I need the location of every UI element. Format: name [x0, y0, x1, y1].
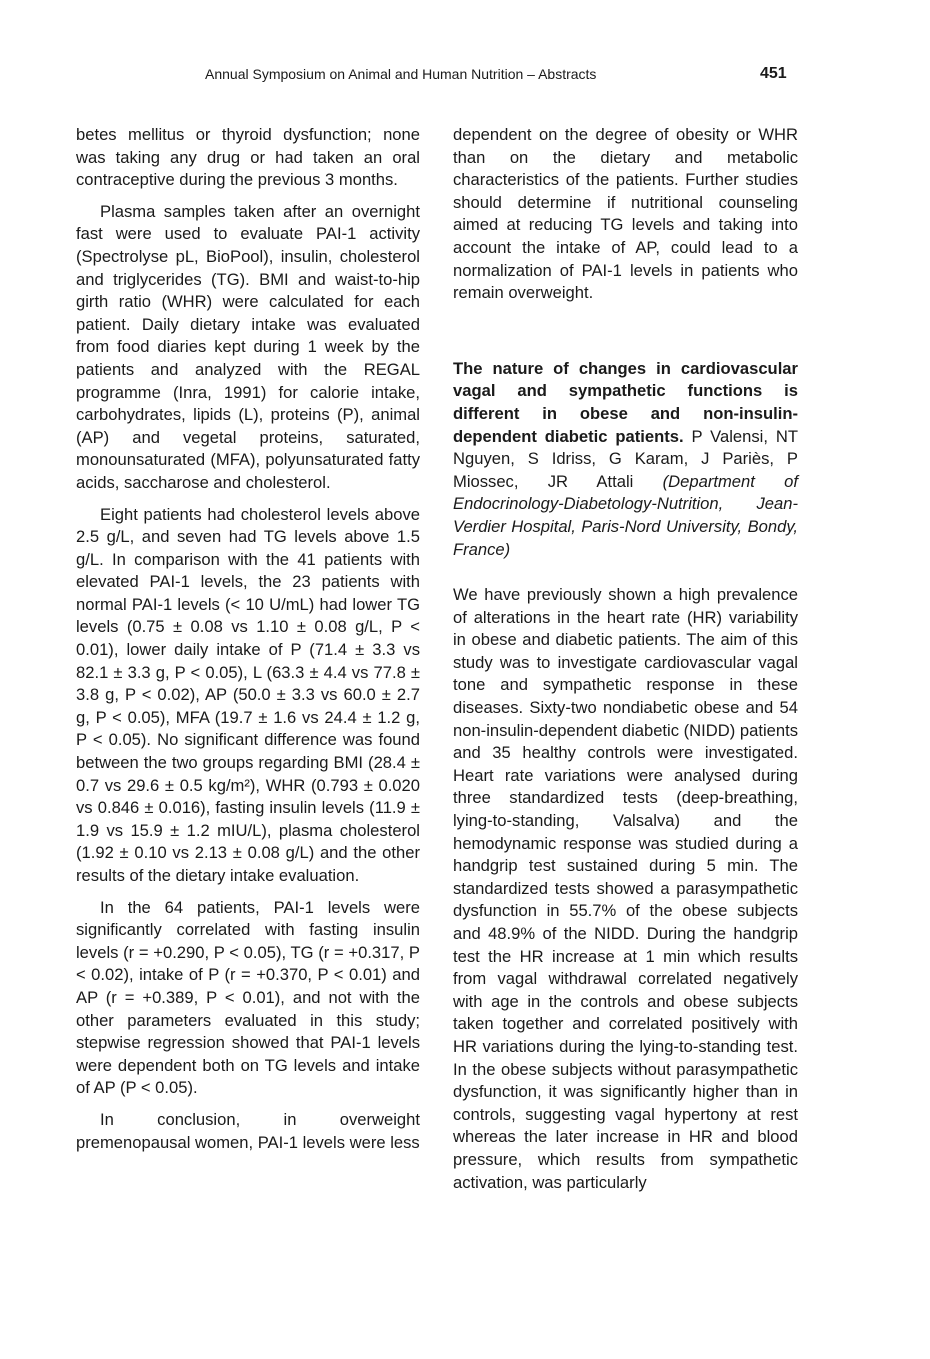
paragraph-results: Eight patients had cholesterol levels above 2.5 g/L, and seven had TG levels above 1.5 g/L. In comparison with the 41 patients with elevated PAI-1 levels, the 23 patients with normal PAI-1 levels (< 10 U/mL) had lower TG levels (0.75 ± 0.08 vs 1.10 ± 0.08 g/L, P < 0.01), lower daily intake of P (71.4 ± 3.3 vs 82.1 ± 3.3 g, P < 0.05), L (63.3 ± 4.4 vs 77.8 ± 3.8 g, P < 0.02), AP (50.0 ± 3.3 vs 60.0 ± 2.7 g, P < 0.05), MFA (19.7 ± 1.6 vs 24.4 ± 1.2 g, P < 0.05). No significant difference was found between the two groups regarding BMI (28.4 ± 0.7 vs 29.6 ± 0.5 kg/m²), WHR (0.793 ± 0.020 vs 0.846 ± 0.016), fasting insulin levels (11.9 ± 1.9 vs 15.9 ± 1.2 mIU/L), plasma cholesterol (1.92 ± 0.10 vs 2.13 ± 0.08 g/L) and the other results of the dietary intake evaluation.: [76, 504, 420, 885]
abstract-title: The nature of changes in cardiovascular vagal and sympathetic functions is different in obese and non-insulin-dependent diabetic patients.: [453, 358, 798, 446]
paragraph-methods: Plasma samples taken after an overnight fast were used to evaluate PAI-1 activity (Spectrolyse pL, BioPool), insulin, cholesterol and triglycerides (TG). BMI and waist-to-hip girth ratio (WHR) were calculated for each patient. Daily dietary intake was evaluated from food diaries kept during 1 week by the patients and analyzed with the REGAL programme (Inra, 1991) for calorie intake, carbohydrates, lipids (L), proteins (P), animal (AP) and vegetal proteins, saturated, monounsaturated (MFA), polyunsaturated fatty acids, saccharose and cholesterol.: [76, 201, 420, 492]
paragraph-continuation: betes mellitus or thyroid dysfunction; none was taking any drug or had taken an oral contraceptive during the previous 3 months.: [76, 125, 420, 190]
section-gap: [453, 314, 798, 358]
abstract-body: We have previously shown a high prevalence of alterations in the heart rate (HR) variability in obese and diabetic patients. The aim of this study was to investigate cardiovascular vagal tone and sympathetic response in these diseases. Sixty-two nondiabetic obese and 54 non-insulin-dependent diabetic (NIDD) patients and 35 healthy controls were investigated. Heart rate variations were analysed during three standardized tests (deep-breathing, lying-to-standing, Valsalva) and the hemodynamic response was studied during a handgrip test sustained during 5 min. The standardized tests showed a parasympathetic dysfunction in 55.7% of the obese subjects and 48.9% of the NIDD. During the handgrip test the HR increase at 1 min which results from vagal withdrawal correlated negatively with age in the controls and obese subjects taken together and correlated positively with HR variations during the lying-to-standing test. In the obese subjects without parasympathetic dysfunction, it was significantly higher than in controls, suggesting vagal hypertony at rest whereas the later increase in HR and blood pressure, which results from sympathetic activation, was particularly: [453, 585, 798, 1192]
running-header: [0, 66, 930, 86]
paragraph-conclusion: In conclusion, in overweight premenopausal women, PAI-1 levels were less: [76, 1109, 420, 1152]
paragraph-continuation-right: dependent on the degree of obesity or WHR than on the dietary and metabolic characteristics of the patients. Further studies should determine if nutritional counseling aimed at reducing TG levels and taking into account the intake of AP, could lead to a normalization of PAI-1 levels in patients who remain overweight.: [453, 125, 798, 303]
right-column: [453, 124, 798, 1203]
heading-gap: [453, 570, 798, 584]
abstract-authors: P Valensi, NT Nguyen, S Idriss, G Karam, J Pariès, P Miossec, JR Attali: [453, 426, 798, 491]
running-title: Annual Symposium on Animal and Human Nutrition – Abstracts: [205, 66, 597, 82]
page-number: 451: [760, 65, 787, 82]
abstract-heading: [453, 358, 798, 561]
paragraph-correlations: In the 64 patients, PAI-1 levels were significantly correlated with fasting insulin levels (r = +0.290, P < 0.05), TG (r = +0.317, P < 0.02), intake of P (r = +0.370, P < 0.01) and AP (r = +0.389, P < 0.01), and not with the other parameters evaluated in this study; stepwise regression showed that PAI-1 levels were dependent both on TG levels and intake of AP (P < 0.05).: [76, 897, 420, 1098]
left-column: [76, 124, 420, 1163]
abstract-affiliation: (Department of Endocrinology-Diabetology-Nutrition, Jean-Verdier Hospital, Paris-Nord University, Bondy, France): [453, 471, 798, 559]
